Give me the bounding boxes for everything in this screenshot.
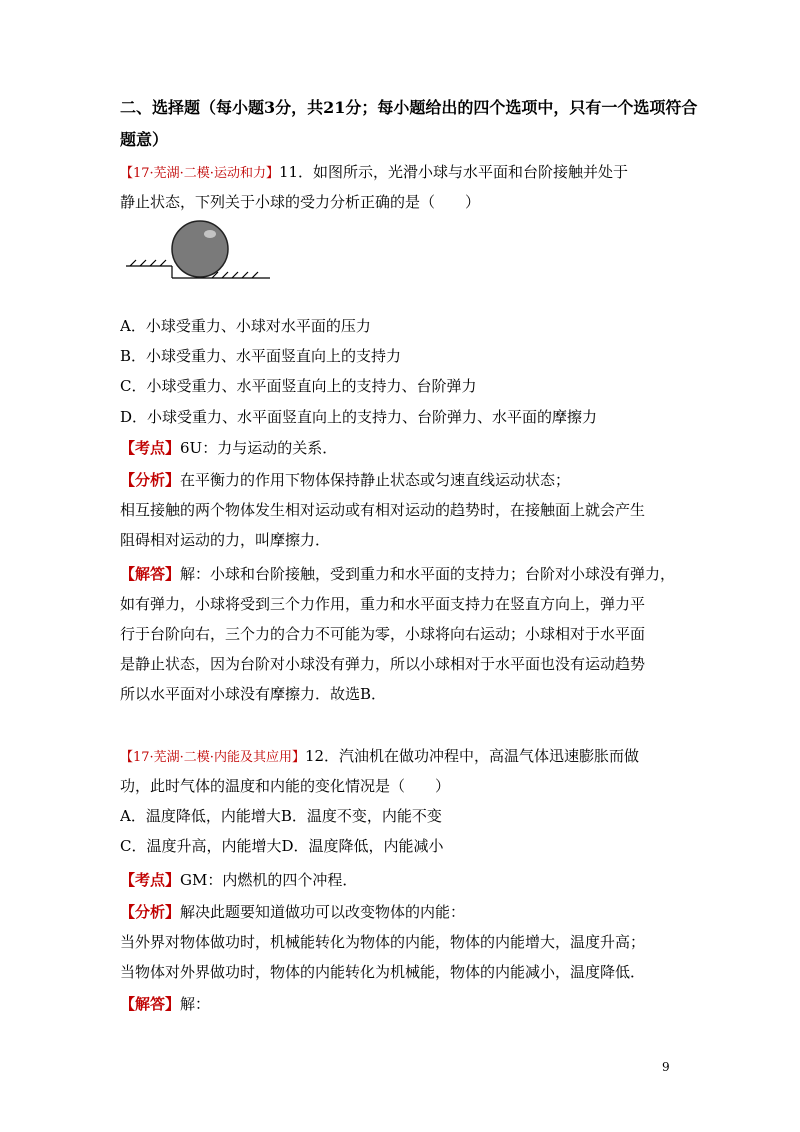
ball <box>172 221 228 277</box>
q12-stem-text: 12．汽油机在做功冲程中，高温气体迅速膨胀而做 <box>304 747 640 765</box>
fenxi-text: 解决此题要知道做功可以改变物体的内能： <box>180 903 466 921</box>
kaodian-tag: 【考点】 <box>120 871 181 889</box>
q11-stem-line1 <box>120 162 700 184</box>
q11-jieda-line5: 所以水平面对小球没有摩擦力．故选B． <box>120 685 387 703</box>
q11-stem-text: 11．如图所示，光滑小球与水平面和台阶接触并处于 <box>278 163 629 181</box>
q12-fenxi-line3: 当物体对外界做功时，物体的内能转化为机械能，物体的内能减小，温度降低． <box>120 963 646 981</box>
jieda-tag: 【解答】 <box>120 565 181 583</box>
section-title-cont: 题意） <box>120 130 169 149</box>
q11-jieda-line3: 行于台阶向右，三个力的合力不可能为零，小球将向右运动；小球相对于水平面 <box>120 625 646 643</box>
q12-stem-line1 <box>120 746 700 768</box>
q12-source-tag: 【17·芜湖·二模·内能及其应用】 <box>120 750 305 765</box>
q11-option-d: D．小球受重力、水平面竖直向上的支持力、台阶弹力、水平面的摩擦力 <box>120 408 598 426</box>
q11-jieda <box>120 564 700 584</box>
q12-jieda <box>120 994 700 1014</box>
q11-fenxi <box>120 470 700 490</box>
q12-fenxi-line2: 当外界对物体做功时，机械能转化为物体的内能，物体的内能增大，温度升高； <box>120 933 646 951</box>
jieda-text: 解： <box>180 995 211 1013</box>
kaodian-text: GM：内燃机的四个冲程． <box>180 871 358 889</box>
q11-option-a: A．小球受重力、小球对水平面的压力 <box>120 317 371 335</box>
jieda-tag: 【解答】 <box>120 995 181 1013</box>
q11-figure-ball-on-step <box>124 218 280 290</box>
q11-jieda-line4: 是静止状态，因为台阶对小球没有弹力，所以小球相对于水平面也没有运动趋势 <box>120 655 646 673</box>
q11-kaodian <box>120 438 700 458</box>
q12-kaodian <box>120 870 700 890</box>
jieda-text: 解：小球和台阶接触，受到重力和水平面的支持力；台阶对小球没有弹力， <box>180 565 676 583</box>
fenxi-tag: 【分析】 <box>120 471 181 489</box>
q11-jieda-line2: 如有弹力，小球将受到三个力作用，重力和水平面支持力在竖直方向上，弹力平 <box>120 595 646 613</box>
ball-highlight <box>204 230 216 238</box>
q11-option-b: B．小球受重力、水平面竖直向上的支持力 <box>120 347 402 365</box>
kaodian-tag: 【考点】 <box>120 439 181 457</box>
q12-options-ab: A．温度降低，内能增大B．温度不变，内能不变 <box>120 807 442 825</box>
kaodian-text: 6U：力与运动的关系． <box>180 439 338 457</box>
q12-stem-line2: 功，此时气体的温度和内能的变化情况是（ ） <box>120 777 451 795</box>
q11-stem-line2: 静止状态，下列关于小球的受力分析正确的是（ ） <box>120 193 481 211</box>
q12-options-cd: C．温度升高，内能增大D．温度降低，内能减小 <box>120 837 444 855</box>
q11-source-tag: 【17·芜湖·二模·运动和力】 <box>120 166 279 181</box>
page-number: 9 <box>662 1060 670 1074</box>
section-title: 二、选择题（每小题3分，共21分；每小题给出的四个选项中，只有一个选项符合 <box>120 98 698 117</box>
q11-fenxi-line3: 阻碍相对运动的力，叫摩擦力． <box>120 531 331 549</box>
fenxi-tag: 【分析】 <box>120 903 181 921</box>
q11-fenxi-line2: 相互接触的两个物体发生相对运动或有相对运动的趋势时，在接触面上就会产生 <box>120 501 646 519</box>
fenxi-text: 在平衡力的作用下物体保持静止状态或匀速直线运动状态； <box>180 471 571 489</box>
q11-option-c: C．小球受重力、水平面竖直向上的支持力、台阶弹力 <box>120 377 477 395</box>
q12-fenxi <box>120 902 700 922</box>
